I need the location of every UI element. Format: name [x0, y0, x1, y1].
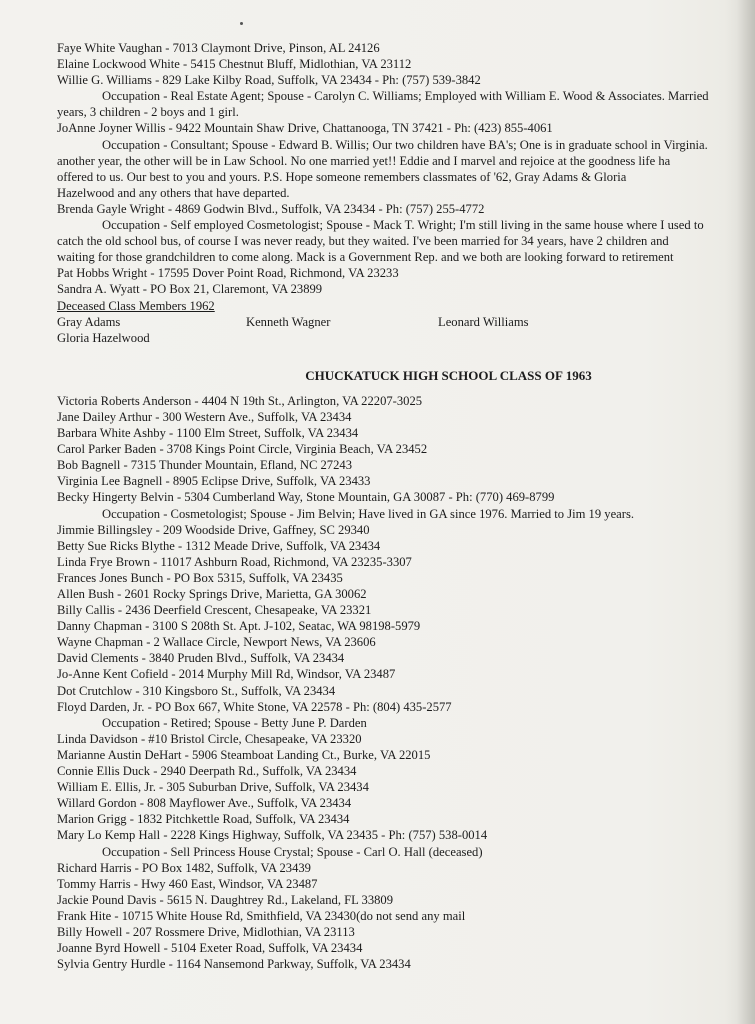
entry-line: Brenda Gayle Wright - 4869 Godwin Blvd., Suffolk, VA 23434 - Ph: (757) 255-4772: [57, 201, 485, 216]
entry-line: Connie Ellis Duck - 2940 Deerpath Rd., Suffolk, VA 23434: [57, 764, 357, 779]
entry-detail-continued: another year, the other will be in Law School. No one married yet!! Eddie and I marvel and rejoice at the goodness life ha: [57, 153, 671, 168]
entry-line: Joanne Byrd Howell - 5104 Exeter Road, Suffolk, VA 23434: [57, 941, 363, 956]
deceased-row-1: [57, 314, 750, 330]
entry-line: Frank Hite - 10715 White House Rd, Smithfield, VA 23430(do not send any mail: [57, 908, 466, 923]
entry-detail: Occupation - Consultant; Spouse - Edward B. Willis; Our two children have BA's; One is in graduate school in Virginia.: [102, 137, 708, 152]
deceased-name: Leonard Williams: [438, 314, 529, 329]
deceased-name: Gray Adams: [57, 314, 121, 329]
entry-line: Bob Bagnell - 7315 Thunder Mountain, Efland, NC 27243: [57, 458, 352, 473]
entry-line: William E. Ellis, Jr. - 305 Suburban Drive, Suffolk, VA 23434: [57, 780, 369, 795]
entry-line: Dot Crutchlow - 310 Kingsboro St., Suffolk, VA 23434: [57, 683, 336, 698]
entry-line: Jo-Anne Kent Cofield - 2014 Murphy Mill Rd, Windsor, VA 23487: [57, 667, 396, 682]
entry-line: Richard Harris - PO Box 1482, Suffolk, VA 23439: [57, 860, 311, 875]
entry-line: Sandra A. Wyatt - PO Box 21, Claremont, VA 23899: [57, 282, 323, 297]
entry-line: Willie G. Williams - 829 Lake Kilby Road, Suffolk, VA 23434 - Ph: (757) 539-3842: [57, 73, 481, 88]
deceased-name: Gloria Hazelwood: [57, 330, 150, 345]
entry-line: JoAnne Joyner Willis - 9422 Mountain Shaw Drive, Chattanooga, TN 37421 - Ph: (423) 855-4061: [57, 121, 553, 136]
entry-line: Linda Davidson - #10 Bristol Circle, Chesapeake, VA 23320: [57, 731, 362, 746]
entry-detail-continued: waiting for those grandchildren to come along. Mack is a Government Rep. and we both are looking forward to retirement: [57, 250, 674, 265]
entry-detail-continued: Hazelwood and any others that have departed.: [57, 185, 290, 200]
entry-line: Allen Bush - 2601 Rocky Springs Drive, Marietta, GA 30062: [57, 587, 367, 601]
deceased-row-2: [57, 330, 750, 346]
entry-detail: Occupation - Real Estate Agent; Spouse - Carolyn C. Williams; Employed with William E. Wood & Associates. Married: [102, 89, 709, 104]
deceased-title: Deceased Class Members 1962: [57, 298, 215, 313]
entry-detail: Occupation - Sell Princess House Crystal; Spouse - Carl O. Hall (deceased): [102, 844, 483, 859]
print-speck: [240, 22, 243, 25]
entry-line: Jane Dailey Arthur - 300 Western Ave., Suffolk, VA 23434: [57, 409, 352, 424]
entry-line: Elaine Lockwood White - 5415 Chestnut Bluff, Midlothian, VA 23112: [57, 57, 412, 72]
entry-detail: Occupation - Retired; Spouse - Betty June P. Darden: [102, 715, 367, 730]
entry-line: Betty Sue Ricks Blythe - 1312 Meade Drive, Suffolk, VA 23434: [57, 538, 381, 553]
entry-line: Marianne Austin DeHart - 5906 Steamboat Landing Ct., Burke, VA 22015: [57, 747, 431, 762]
entry-line: Victoria Roberts Anderson - 4404 N 19th St., Arlington, VA 22207-3025: [57, 393, 423, 408]
entry-detail: Occupation - Self employed Cosmetologist; Spouse - Mack T. Wright; I'm still living in the same house where I used to: [102, 218, 704, 233]
directory-content: [57, 40, 750, 972]
entry-line: Mary Lo Kemp Hall - 2228 Kings Highway, Suffolk, VA 23435 - Ph: (757) 538-0014: [57, 828, 488, 843]
entry-line: Linda Frye Brown - 11017 Ashburn Road, Richmond, VA 23235-3307: [57, 554, 412, 569]
entry-line: Becky Hingerty Belvin - 5304 Cumberland Way, Stone Mountain, GA 30087 - Ph: (770) 469-8799: [57, 490, 555, 505]
entry-line: Carol Parker Baden - 3708 Kings Point Circle, Virginia Beach, VA 23452: [57, 442, 428, 457]
entry-line: Frances Jones Bunch - PO Box 5315, Suffolk, VA 23435: [57, 570, 343, 585]
class-1963-heading: CHUCKATUCK HIGH SCHOOL CLASS OF 1963: [305, 367, 592, 383]
entry-line: Faye White Vaughan - 7013 Claymont Drive, Pinson, AL 24126: [57, 41, 380, 55]
entry-line: Virginia Lee Bagnell - 8905 Eclipse Drive, Suffolk, VA 23433: [57, 474, 371, 489]
deceased-name: Kenneth Wagner: [246, 314, 331, 329]
entry-line: Billy Callis - 2436 Deerfield Crescent, Chesapeake, VA 23321: [57, 603, 372, 618]
entry-line: Jimmie Billingsley - 209 Woodside Drive, Gaffney, SC 29340: [57, 522, 370, 537]
entry-detail-continued: years, 3 children - 2 boys and 1 girl.: [57, 105, 239, 120]
entry-line: Tommy Harris - Hwy 460 East, Windsor, VA 23487: [57, 876, 318, 891]
entry-line: Floyd Darden, Jr. - PO Box 667, White Stone, VA 22578 - Ph: (804) 435-2577: [57, 699, 452, 714]
entry-detail-continued: offered to us. Our best to you and yours. P.S. Hope someone remembers classmates of '62, Gray Adams & Gloria: [57, 169, 627, 184]
entry-line: Billy Howell - 207 Rossmere Drive, Midlothian, VA 23113: [57, 924, 355, 939]
entry-line: Wayne Chapman - 2 Wallace Circle, Newport News, VA 23606: [57, 635, 376, 650]
entry-line: Marion Grigg - 1832 Pitchkettle Road, Suffolk, VA 23434: [57, 812, 350, 827]
entry-line: Barbara White Ashby - 1100 Elm Street, Suffolk, VA 23434: [57, 426, 359, 441]
entry-line: Danny Chapman - 3100 S 208th St. Apt. J-102, Seatac, WA 98198-5979: [57, 619, 421, 634]
class-1963-list: [57, 393, 750, 972]
entry-line: David Clements - 3840 Pruden Blvd., Suffolk, VA 23434: [57, 651, 345, 666]
entry-detail-continued: catch the old school bus, of course I was never ready, but they waited. I've been married for 34 years, have 2 children and: [57, 234, 669, 249]
entry-detail: Occupation - Cosmetologist; Spouse - Jim Belvin; Have lived in GA since 1976. Married to Jim 19 years.: [102, 506, 635, 521]
entry-line: Willard Gordon - 808 Mayflower Ave., Suffolk, VA 23434: [57, 796, 352, 811]
entry-line: Sylvia Gentry Hurdle - 1164 Nansemond Parkway, Suffolk, VA 23434: [57, 957, 411, 972]
entry-line: Jackie Pound Davis - 5615 N. Daughtrey Rd., Lakeland, FL 33809: [57, 892, 394, 907]
class-1962-list: [57, 40, 750, 298]
entry-line: Pat Hobbs Wright - 17595 Dover Point Road, Richmond, VA 23233: [57, 266, 399, 281]
